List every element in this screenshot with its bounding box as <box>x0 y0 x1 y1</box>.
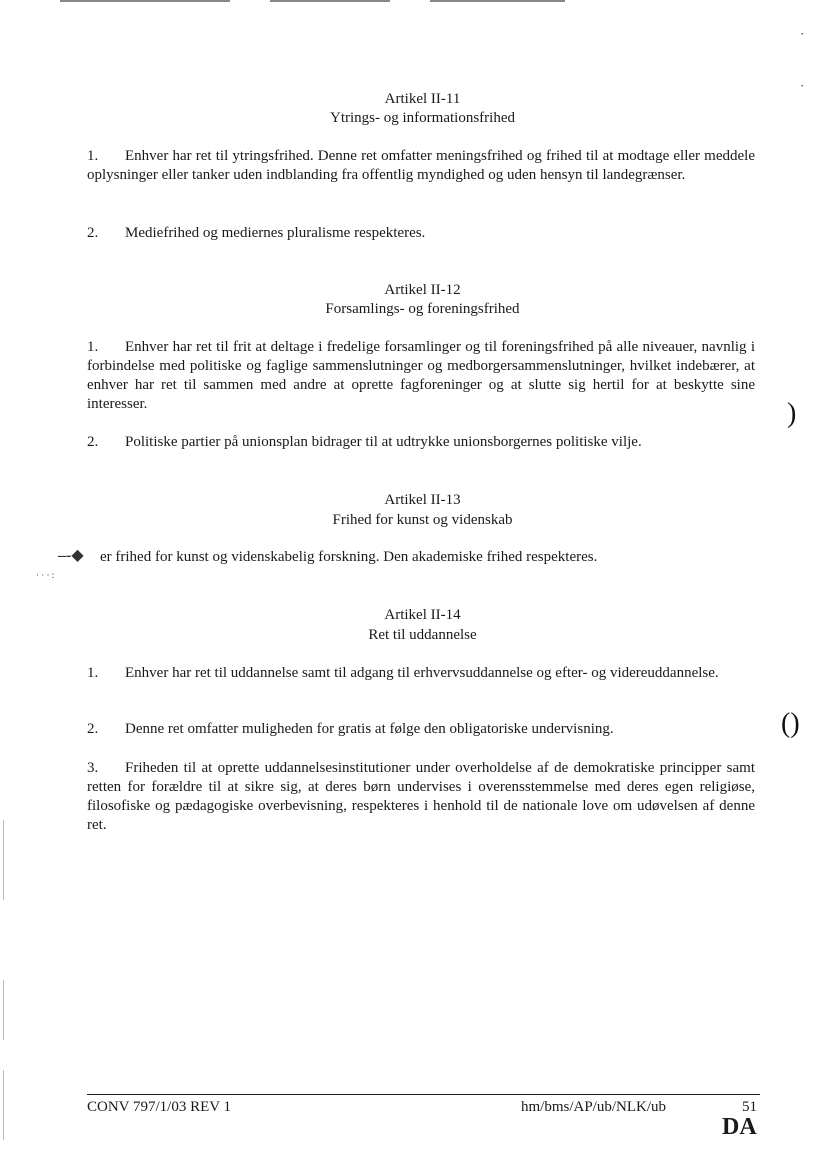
paragraph-text: Enhver har ret til frit at deltage i fredelige forsamlinger og til foreningsfrihed på alle niveauer, navnlig i forbindelse med politiske og faglige sammenslutninger og medborgersammenslutninger, hvilket indebærer, at enhver har ret til sammen med andre at oprette fagforeninger og at slutte sig hertil for at beskytte sine interesser. <box>87 339 755 412</box>
article-title: Frihed for kunst og videnskab <box>332 512 513 528</box>
scan-edge-line <box>3 820 4 900</box>
article-heading: Artikel II-11 <box>384 91 461 107</box>
scan-dot: · <box>800 78 805 93</box>
article-heading: Artikel II-12 <box>384 282 461 298</box>
paragraph <box>87 338 755 414</box>
scan-edge-line <box>3 980 4 1040</box>
paragraph <box>87 224 755 243</box>
article-title: Ret til uddannelse <box>368 627 477 643</box>
author-initials: hm/bms/AP/ub/NLK/ub <box>521 1099 667 1115</box>
scan-edge-line <box>270 0 390 2</box>
paragraph <box>87 720 755 739</box>
paragraph-number: 2. <box>87 225 99 241</box>
scan-smudge: · · · : <box>36 570 55 580</box>
language-code: DA <box>722 1114 757 1140</box>
document-reference: CONV 797/1/03 REV 1 <box>87 1099 232 1115</box>
paragraph <box>100 548 750 567</box>
scan-smudge: –‑◆ <box>58 547 84 564</box>
footer-rule <box>87 1094 760 1095</box>
article-heading: Artikel II-14 <box>384 607 461 623</box>
paragraph-text: Enhver har ret til uddannelse samt til adgang til erhvervsuddannelse og efter- og videreuddannelse. <box>125 665 719 681</box>
paragraph-number: 1. <box>87 665 99 681</box>
paragraph-text: Politiske partier på unionsplan bidrager til at udtrykke unionsborgernes politiske vilje. <box>125 434 642 450</box>
paragraph <box>87 759 755 835</box>
paragraph-number: 2. <box>87 721 99 737</box>
paragraph-number: 1. <box>87 148 99 164</box>
punch-hole-mark: () <box>781 708 800 739</box>
scan-edge-line <box>60 0 230 2</box>
article-title: Ytrings- og informationsfrihed <box>330 110 515 126</box>
scan-dot: · <box>800 26 805 41</box>
scan-edge-line <box>3 1070 4 1140</box>
paragraph <box>87 433 755 452</box>
paragraph-number: 3. <box>87 760 99 776</box>
article-title: Forsamlings- og foreningsfrihed <box>325 301 520 317</box>
paragraph <box>87 147 755 185</box>
paragraph-text: er frihed for kunst og videnskabelig forskning. Den akademiske frihed respekteres. <box>100 549 598 565</box>
punch-hole-mark: ) <box>787 398 797 429</box>
scan-edge-line <box>430 0 565 2</box>
paragraph <box>87 664 755 683</box>
page-number: 51 <box>742 1099 757 1115</box>
paragraph-text: Enhver har ret til ytringsfrihed. Denne ret omfatter meningsfrihed og frihed til at modtage eller meddele oplysninger eller tanker uden indblanding fra offentlig myndighed og uden hensyn til landegrænser. <box>87 148 755 183</box>
article-heading: Artikel II-13 <box>384 492 461 508</box>
paragraph-text: Mediefrihed og mediernes pluralisme respekteres. <box>125 225 426 241</box>
paragraph-text: Friheden til at oprette uddannelsesinstitutioner under overholdelse af de demokratiske principper samt retten for forældre til at sikre sig, at deres børn undervises i overensstemmelse med deres egen religiøse, filosofiske og pædagogiske overbevisning, respekteres i henhold til de nationale love om udøvelsen af denne ret. <box>87 760 755 833</box>
paragraph-number: 1. <box>87 339 99 355</box>
paragraph-number: 2. <box>87 434 99 450</box>
paragraph-text: Denne ret omfatter muligheden for gratis at følge den obligatoriske undervisning. <box>125 721 614 737</box>
